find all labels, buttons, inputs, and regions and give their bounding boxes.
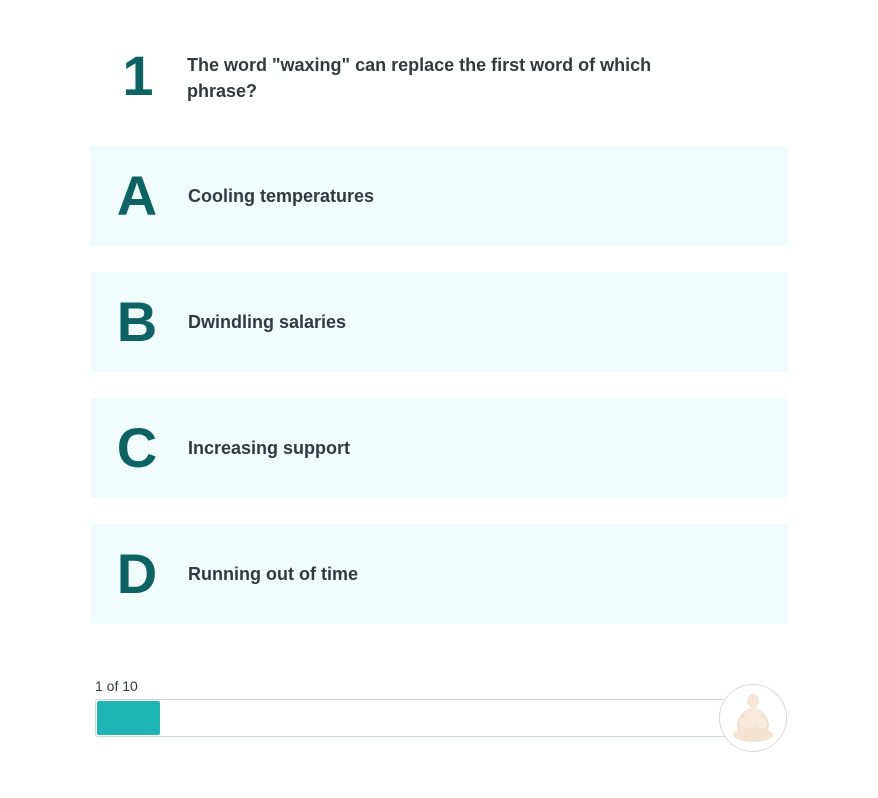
option-a[interactable]: [90, 146, 788, 246]
question-text: The word "waxing" can replace the first word of which phrase?: [187, 55, 652, 101]
progress-fill: [97, 701, 160, 735]
progress-label: 1 of 10: [95, 678, 138, 694]
avatar: [719, 684, 787, 752]
option-c[interactable]: [90, 398, 788, 498]
option-text: Running out of time: [188, 564, 358, 584]
option-letter: C: [116, 416, 158, 479]
question: [118, 44, 738, 108]
option-b[interactable]: [90, 272, 788, 372]
option-text: Cooling temperatures: [188, 186, 375, 206]
option-letter: B: [116, 290, 158, 353]
progress-bar: [95, 699, 731, 737]
option-letter: D: [116, 542, 158, 605]
option-d[interactable]: [90, 524, 788, 624]
question-number: 1: [122, 44, 154, 107]
meditating-figure-icon: [720, 685, 786, 751]
option-text: Dwindling salaries: [188, 312, 347, 332]
option-text: Increasing support: [188, 438, 351, 458]
option-letter: A: [116, 164, 158, 227]
